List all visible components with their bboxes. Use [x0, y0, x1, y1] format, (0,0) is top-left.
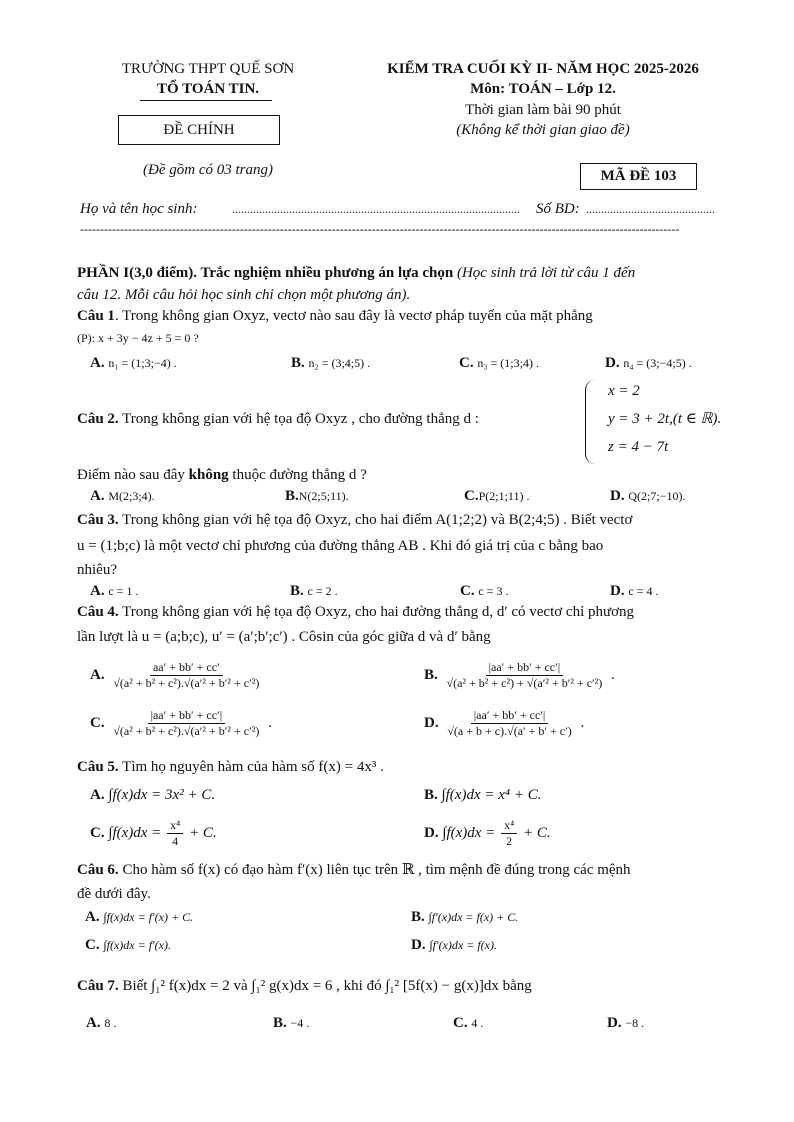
q2-label: Câu 2.: [77, 411, 119, 427]
q6-stem: [77, 861, 631, 880]
q7-label: Câu 7.: [77, 978, 119, 994]
q1-option-d[interactable]: D. n₄ = (3;−4;5) .: [605, 355, 692, 371]
time-note: (Không kể thời gian giao đề): [456, 122, 630, 138]
q1-option-c[interactable]: C. n₃ = (1;3;4) .: [459, 355, 539, 371]
q1-option-a[interactable]: A. n₁ = (1;3;−4) .: [90, 355, 177, 371]
q4-stem: [77, 603, 634, 622]
q7-option-b[interactable]: B. −4 .: [273, 1015, 310, 1031]
q2-text: Trong không gian với hệ tọa độ Oxyz , cho đường thẳng d :: [122, 411, 479, 427]
q4-text: Trong không gian với hệ tọa độ Oxyz, cho hai đường thẳng d, d′ có vectơ chỉ phương: [122, 604, 635, 620]
student-name-label: Họ và tên học sinh:: [80, 201, 198, 217]
q2-option-b[interactable]: B.N(2;5;11).: [285, 488, 349, 504]
q3-option-d[interactable]: D. c = 4 .: [610, 583, 659, 599]
q3-stem: [77, 511, 632, 530]
part1-note-1: (Học sinh trả lời từ câu 1 đến: [456, 265, 636, 281]
q7-stem: [77, 977, 532, 996]
q6-option-d[interactable]: D. ∫f′(x)dx = f(x).: [411, 937, 497, 953]
q6-label: Câu 6.: [77, 862, 119, 878]
q6-text2: đề dưới đây.: [77, 886, 151, 902]
q4-option-c[interactable]: C. $\frac{|aa' + bb' + cc'|}{\text{√(a² + b² + c²).√(a′² + b′² + c′²)}}$ .: [90, 708, 272, 738]
q7-text: Biết ∫₁² f(x)dx = 2 và ∫₁² g(x)dx = 6 , khi đó ∫₁² [5f(x) − g(x)]dx bằng: [122, 978, 532, 994]
q3-text2: u = (1;b;c) là một vectơ chỉ phương của đường thẳng AB . Khi đó giá trị của c bằng bao: [77, 538, 604, 554]
q3-label: Câu 3.: [77, 512, 119, 528]
q3-option-b[interactable]: B. c = 2 .: [290, 583, 338, 599]
q4-option-a[interactable]: A. $\frac{aa' + bb' + cc'}{\text{√(a² + b² + c²).√(a′² + b′² + c′²)}}$: [90, 660, 260, 690]
q2-option-c[interactable]: C.P(2;1;11) .: [464, 488, 530, 504]
q2-brace: [585, 380, 601, 464]
part1-title-line: [77, 264, 635, 283]
q4-option-d[interactable]: D. $\frac{|aa' + bb' + cc'|}{√(a + b + c).√(a' + b' + c')}$ .: [424, 708, 585, 738]
q7-option-a[interactable]: A. 8 .: [86, 1015, 117, 1031]
q5-text: Tìm họ nguyên hàm của hàm số f(x) = 4x³ .: [122, 759, 384, 775]
q6-option-a[interactable]: A. ∫f(x)dx = f′(x) + C.: [85, 909, 194, 925]
school-name: TRƯỜNG THPT QUẾ SƠN: [121, 61, 295, 77]
q3-option-c[interactable]: C. c = 3 .: [460, 583, 509, 599]
q7-option-c[interactable]: C. 4 .: [453, 1015, 484, 1031]
q5-label: Câu 5.: [77, 759, 119, 775]
q2-sys2: y = 3 + 2t,(t ∈ ℝ).: [608, 411, 722, 427]
q5-option-a[interactable]: A. ∫f(x)dx = 3x² + C.: [90, 787, 216, 803]
q6-option-c[interactable]: C. ∫f(x)dx = f′(x).: [85, 937, 171, 953]
part1-note-2: câu 12. Mỗi câu hỏi học sinh chỉ chọn một phương án).: [77, 287, 411, 303]
q3-option-a[interactable]: A. c = 1 .: [90, 583, 139, 599]
q2-option-d[interactable]: D. Q(2;7;−10).: [610, 488, 686, 504]
official-box: [118, 115, 280, 145]
separator-dashes: ------------------------------------------------------------------------------------------------------------------------------------------------------: [80, 222, 680, 236]
exam-title: KIỂM TRA CUỐI KỲ II- NĂM HỌC 2025-2026: [387, 61, 699, 77]
q5-option-b[interactable]: B. ∫f(x)dx = x⁴ + C.: [424, 787, 542, 803]
q1-option-b[interactable]: B. n₂ = (3;4;5) .: [291, 355, 371, 371]
q2-option-a[interactable]: A. M(2;3;4).: [90, 488, 155, 504]
q1-text: . Trong không gian Oxyz, vectơ nào sau đây là vectơ pháp tuyến của mặt phẳng: [114, 308, 593, 324]
sbd-label: Số BD:: [536, 201, 580, 217]
q4-option-b[interactable]: B. $\frac{|aa' + bb' + cc'|}{\text{√(a² + b² + c²) + √(a′² + b′² + c′²)}}$ .: [424, 660, 615, 690]
q6-text: Cho hàm số f(x) có đạo hàm f′(x) liên tục trên ℝ , tìm mệnh đề đúng trong các mệnh: [122, 862, 631, 878]
dept-underline: [140, 100, 272, 101]
q3-text: Trong không gian với hệ tọa độ Oxyz, cho hai điểm A(1;2;2) và B(2;4;5) . Biết vectơ: [122, 512, 633, 528]
department-name: TỔ TOÁN TIN.: [156, 81, 260, 97]
q1-label: Câu 1: [77, 308, 115, 324]
q2-sys3: z = 4 − 7t: [608, 439, 669, 455]
exam-code: MÃ ĐỀ 103: [600, 168, 677, 184]
exam-code-box: [580, 163, 697, 190]
part1-title: PHẦN I(3,0 điểm). Trắc nghiệm nhiều phương án lựa chọn: [77, 265, 454, 281]
q5-stem: [77, 758, 384, 777]
sbd-dots[interactable]: ...........................................: [586, 202, 715, 216]
q4-text2: lần lượt là u = (a;b;c), u′ = (a′;b′;c′) . Côsin của góc giữa d và d′ bằng: [77, 629, 491, 645]
q3-text3: nhiêu?: [77, 562, 117, 578]
time-line: Thời gian làm bài 90 phút: [465, 102, 621, 118]
q5-option-c[interactable]: C. ∫f(x)dx = $\frac{\text{x⁴}}{4}$ + C.: [90, 818, 217, 848]
q6-option-b[interactable]: B. ∫f′(x)dx = f(x) + C.: [411, 909, 519, 925]
q2-text2: Điểm nào sau đây không thuộc đường thẳng d ?: [77, 467, 367, 483]
q4-label: Câu 4.: [77, 604, 119, 620]
official-label: ĐỀ CHÍNH: [163, 122, 235, 138]
q7-option-d[interactable]: D. −8 .: [607, 1015, 645, 1031]
q2-stem: [77, 410, 479, 429]
pages-note: (Đề gồm có 03 trang): [143, 162, 273, 178]
q2-sys1: x = 2: [608, 383, 640, 399]
subject-line: Môn: TOÁN – Lớp 12.: [470, 81, 616, 97]
q5-option-d[interactable]: D. ∫f(x)dx = $\frac{\text{x⁴}}{2}$ + C.: [424, 818, 551, 848]
q1-stem: [77, 307, 593, 326]
q1-text2: (P): x + 3y − 4z + 5 = 0 ?: [77, 331, 199, 345]
student-name-dots[interactable]: ................................................................................................: [232, 202, 520, 216]
